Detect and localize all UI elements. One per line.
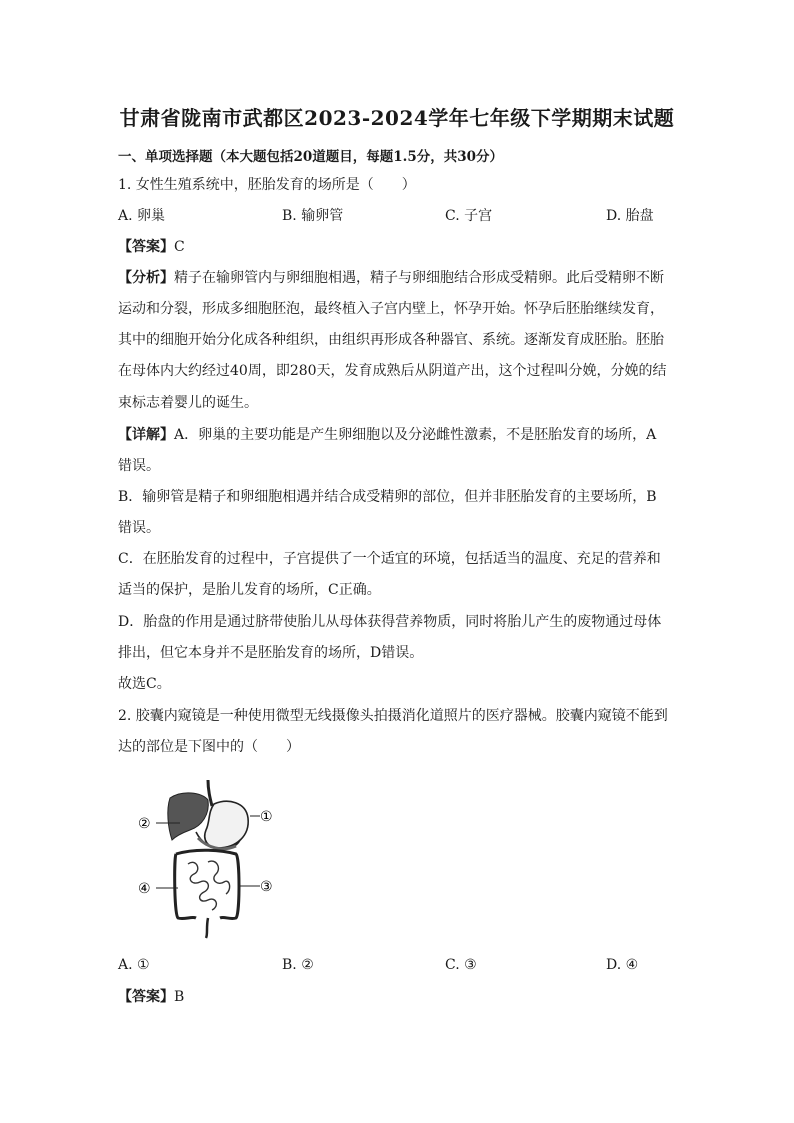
- q2-answer: [118, 987, 184, 1007]
- q1-option-a: A. 卵巢: [118, 208, 166, 224]
- digestive-system-diagram: [136, 778, 276, 940]
- q1-analysis-line: 在母体内大约经过40周，即280天，发育成熟后从阴道产出，这个过程叫分娩，分娩的结: [118, 363, 667, 379]
- page-title: 甘肃省陇南市武都区2023-2024学年七年级下学期期末试题: [119, 106, 675, 130]
- q1-conclusion: 故选C。: [118, 676, 171, 692]
- q2-option-b: B. ②: [282, 957, 314, 973]
- answer-label: 【答案】: [118, 989, 174, 1005]
- q1-detail-line: 适当的保护，是胎儿发育的场所，C正确。: [118, 582, 381, 598]
- answer-label: 【答案】: [118, 239, 174, 255]
- small-intestine: [188, 861, 230, 910]
- liver: [168, 793, 208, 840]
- analysis-text: 精子在输卵管内与卵细胞相遇，精子与卵细胞结合形成受精卵。此后受精卵不断: [174, 270, 664, 286]
- q1-detail-line: D．胎盘的作用是通过脐带使胎儿从母体获得营养物质，同时将胎儿产生的废物通过母体: [118, 614, 662, 630]
- q1-detail-line: 错误。: [118, 520, 160, 536]
- stomach: [205, 801, 248, 848]
- q1-detail-line: 错误。: [118, 458, 160, 474]
- detail-text: A．卵巢的主要功能是产生卵细胞以及分泌雌性激素，不是胚胎发育的场所，A: [174, 427, 657, 443]
- q1-detail-line: [118, 425, 656, 445]
- q1-analysis-line: 运动和分裂，形成多细胞胚泡，最终植入子宫内壁上，怀孕开始。怀孕后胚胎继续发育，: [118, 301, 664, 317]
- q2-option-a: A. ①: [118, 957, 150, 973]
- diagram-label-3: ③: [260, 879, 273, 895]
- q1-analysis-line: [118, 268, 664, 288]
- q1-option-d: D. 胎盘: [606, 208, 654, 224]
- q2-option-c: C. ③: [445, 957, 477, 973]
- question-2-stem: 达的部位是下图中的（ ）: [118, 739, 300, 755]
- question-2-stem: 2. 胶囊内窥镜是一种使用微型无线摄像头拍摄消化道照片的医疗器械。胶囊内窥镜不能到: [118, 708, 668, 724]
- answer-value: B: [174, 989, 185, 1005]
- section-heading: 一、单项选择题（本大题包括20道题目，每题1.5分，共30分）: [118, 149, 504, 165]
- q1-analysis-line: 束标志着婴儿的诞生。: [118, 395, 258, 411]
- diagram-label-1: ①: [260, 809, 273, 825]
- q2-option-d: D. ④: [606, 957, 639, 973]
- question-1-stem: 1. 女性生殖系统中，胚胎发育的场所是（ ）: [118, 177, 416, 193]
- q1-detail-line: C．在胚胎发育的过程中，子宫提供了一个适宜的环境，包括适当的温度、充足的营养和: [118, 551, 661, 567]
- q1-option-b: B. 输卵管: [282, 208, 344, 224]
- q1-detail-line: 排出，但它本身并不是胚胎发育的场所，D错误。: [118, 645, 424, 661]
- diagram-label-2: ②: [138, 816, 151, 832]
- diagram-label-4: ④: [138, 881, 151, 897]
- q1-option-c: C. 子宫: [445, 208, 493, 224]
- q1-detail-line: B．输卵管是精子和卵细胞相遇并结合成受精卵的部位，但并非胚胎发育的主要场所，B: [118, 489, 657, 505]
- q1-answer: [118, 237, 185, 257]
- detail-label: 【详解】: [118, 427, 174, 443]
- rectum: [206, 918, 208, 938]
- analysis-label: 【分析】: [118, 270, 174, 286]
- q1-analysis-line: 其中的细胞开始分化成各种组织，由组织再形成各种器官、系统。逐渐发育成胚胎。胚胎: [118, 332, 664, 348]
- answer-value: C: [174, 239, 185, 255]
